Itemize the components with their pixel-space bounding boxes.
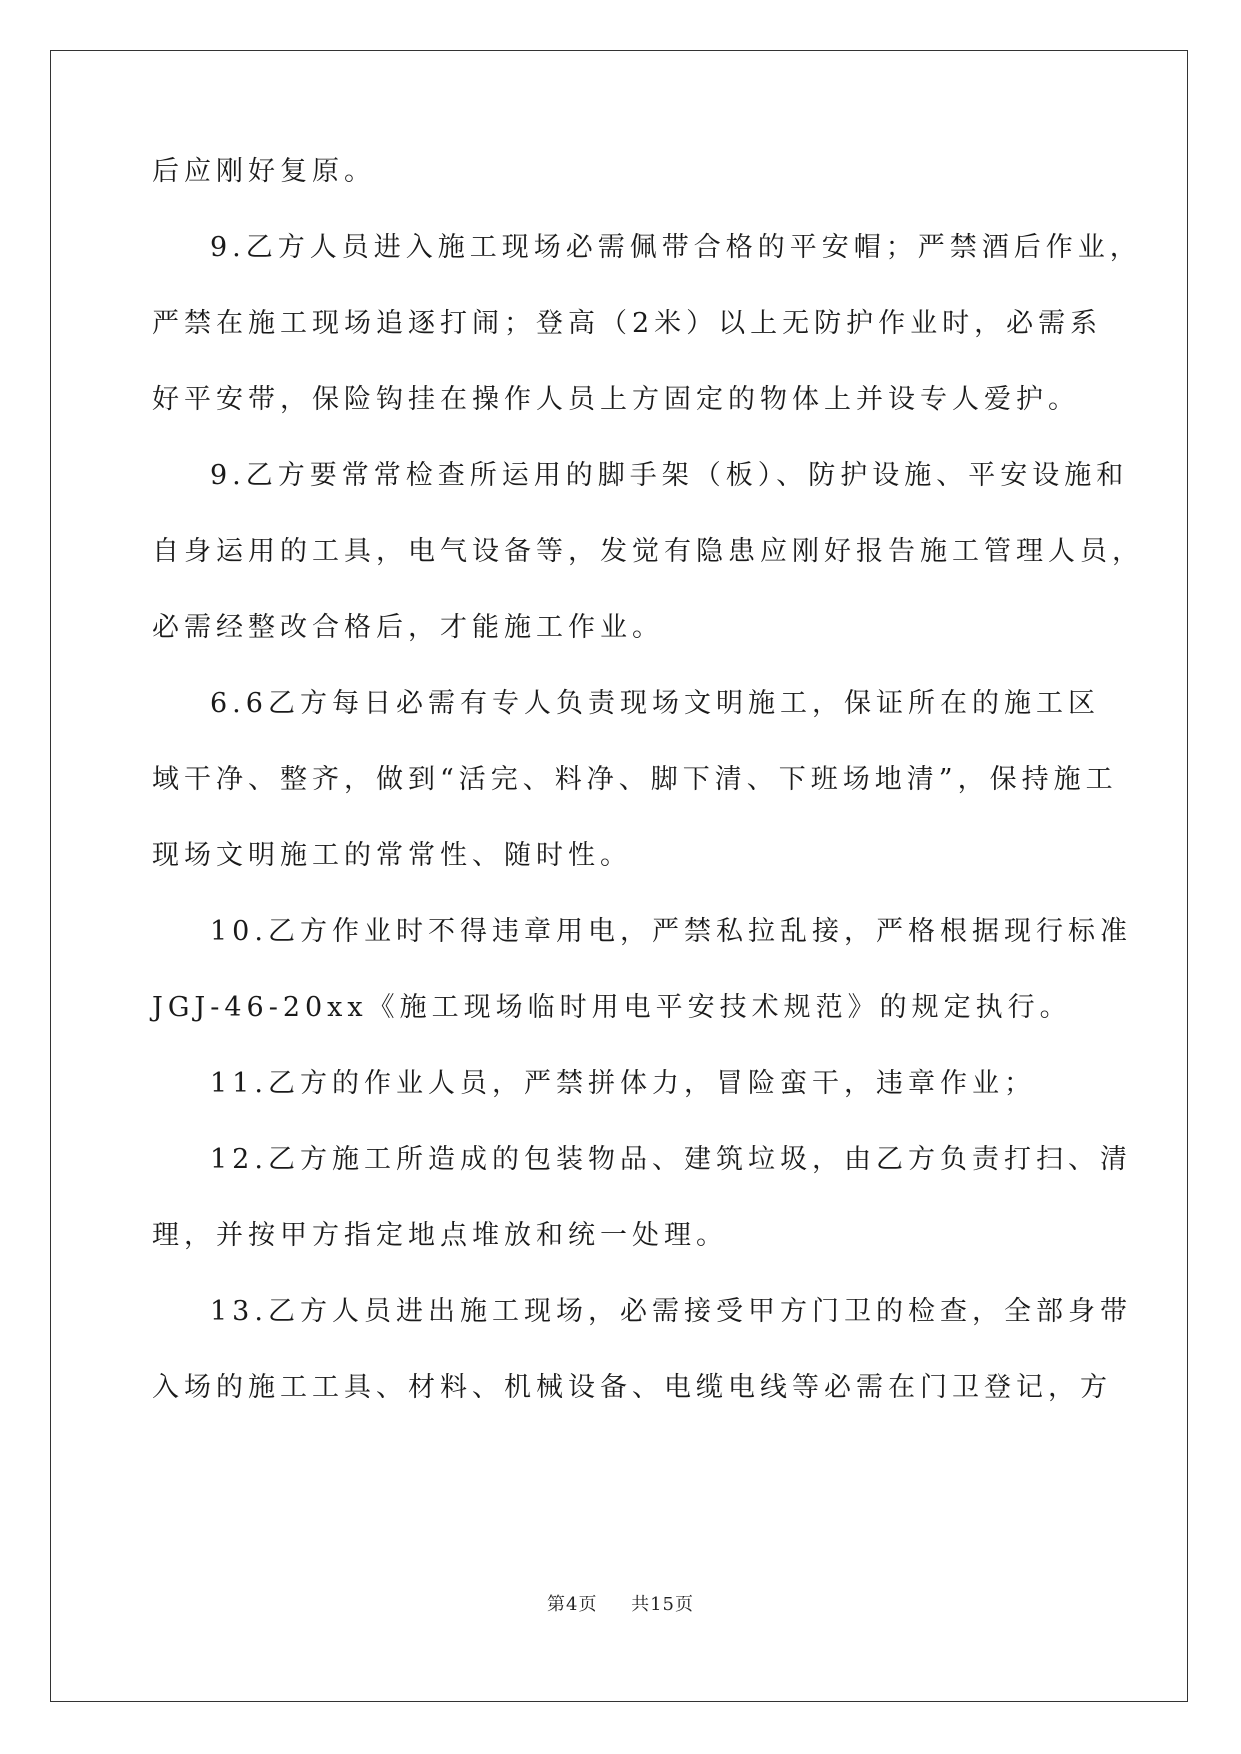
page-total: 共15页 [631, 1594, 694, 1615]
text-line: 9.乙方人员进入施工现场必需佩带合格的平安帽；严禁酒后作业， [210, 232, 1142, 263]
text-line: 理，并按甲方指定地点堆放和统一处理。 [152, 1220, 728, 1251]
text-line: 后应刚好复原。 [152, 156, 376, 187]
page-footer [0, 1590, 1241, 1616]
text-line: 好平安带，保险钩挂在操作人员上方固定的物体上并设专人爱护。 [152, 384, 1080, 415]
text-line: 12.乙方施工所造成的包装物品、建筑垃圾，由乙方负责打扫、清 [210, 1144, 1132, 1175]
text-line: 入场的施工工具、材料、机械设备、电缆电线等必需在门卫登记，方 [152, 1372, 1112, 1403]
page-number: 第4页 [547, 1594, 598, 1615]
text-line: 严禁在施工现场追逐打闹；登高（2米）以上无防护作业时，必需系 [152, 308, 1103, 339]
text-line: 11.乙方的作业人员，严禁拼体力，冒险蛮干，违章作业； [210, 1068, 1036, 1099]
text-line: 自身运用的工具，电气设备等，发觉有隐患应刚好报告施工管理人员， [152, 536, 1144, 567]
page-border [50, 50, 1188, 1702]
text-line: 必需经整改合格后，才能施工作业。 [152, 612, 664, 643]
text-line: 6.6乙方每日必需有专人负责现场文明施工，保证所在的施工区 [210, 688, 1100, 719]
text-line: 10.乙方作业时不得违章用电，严禁私拉乱接，严格根据现行标准 [210, 916, 1132, 947]
text-line: 13.乙方人员进出施工现场，必需接受甲方门卫的检查，全部身带 [210, 1296, 1132, 1327]
text-line: 9.乙方要常常检查所运用的脚手架（板）、防护设施、平安设施和 [210, 460, 1129, 491]
text-line: JGJ-46-20xx《施工现场临时用电平安技术规范》的规定执行。 [152, 992, 1072, 1023]
text-line: 现场文明施工的常常性、随时性。 [152, 840, 632, 871]
text-line: 域干净、整齐，做到“活完、料净、脚下清、下班场地清”，保持施工 [152, 764, 1118, 795]
